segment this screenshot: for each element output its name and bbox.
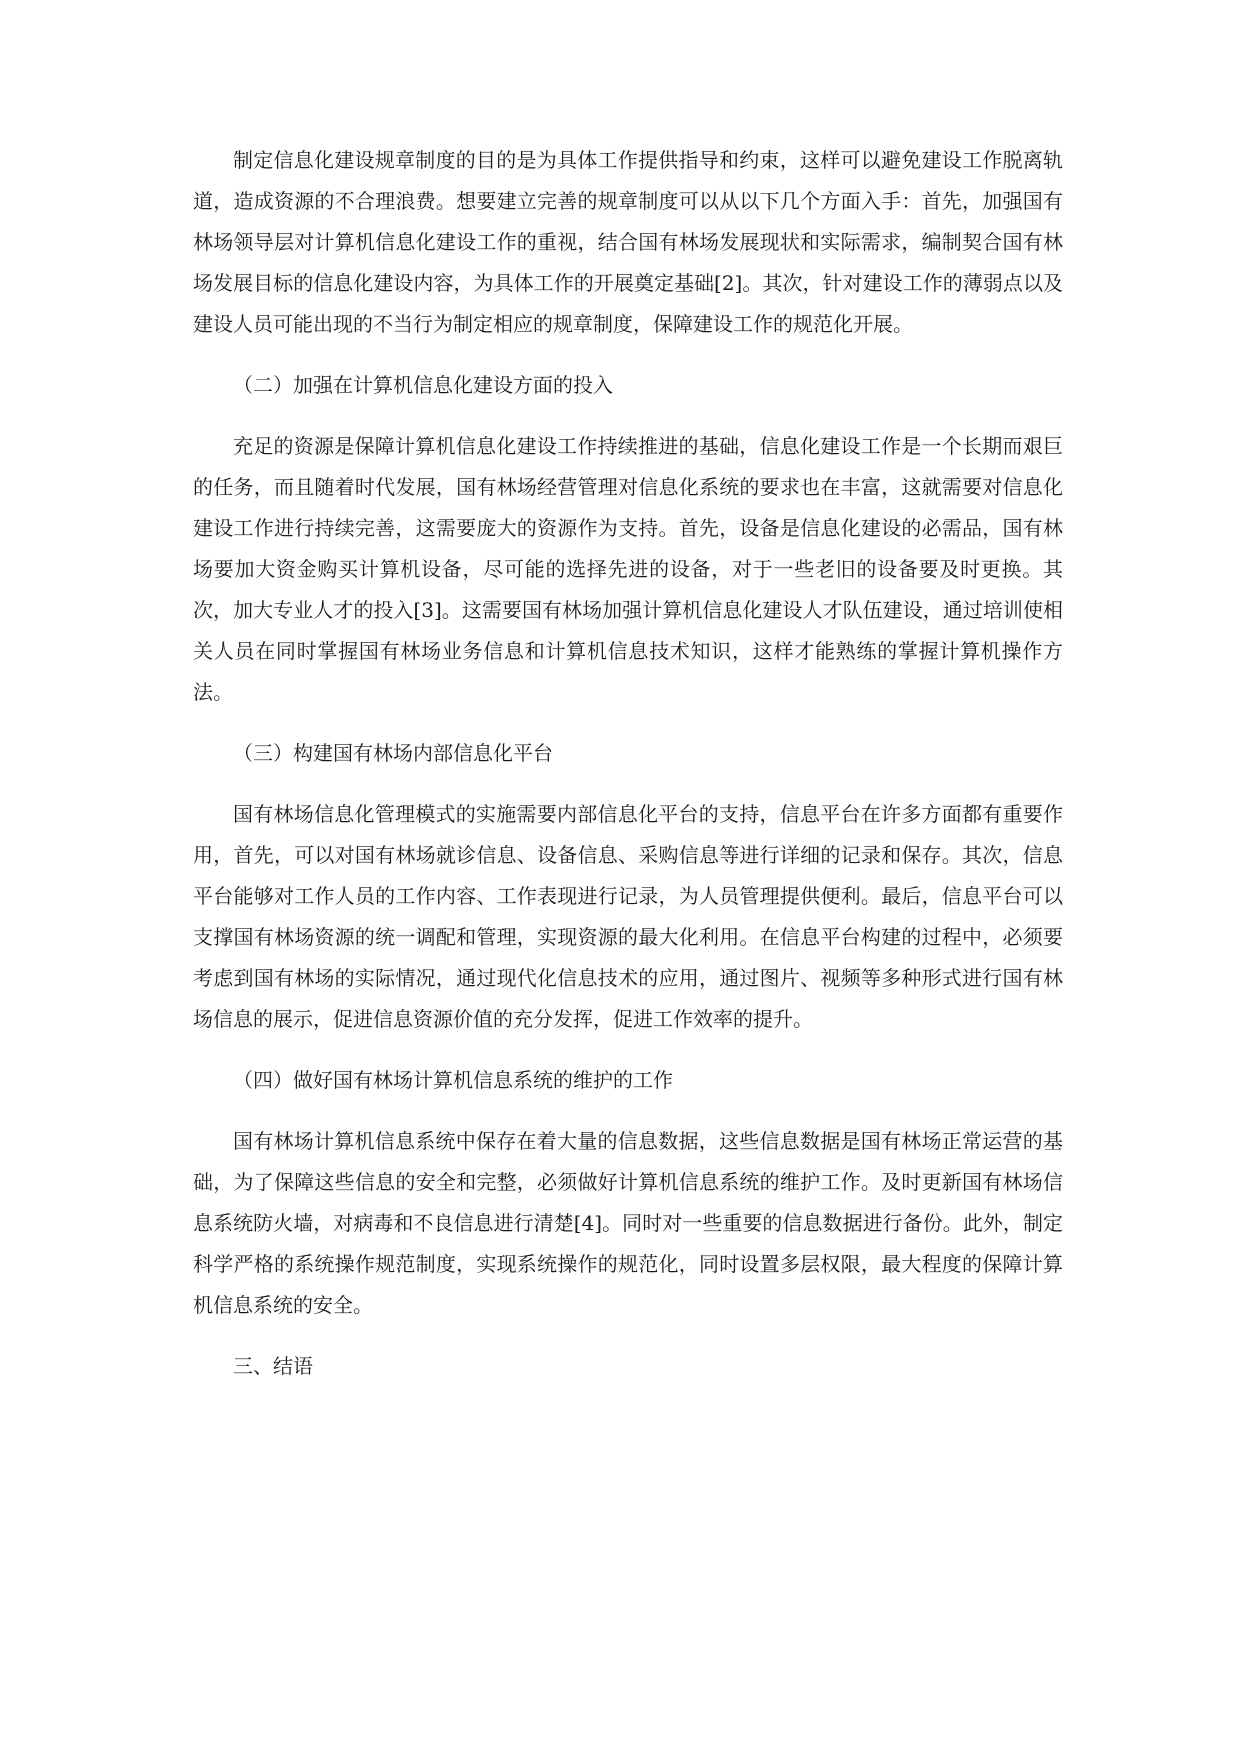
document-body [193,140,1063,1407]
paragraph-regulations: 制定信息化建设规章制度的目的是为具体工作提供指导和约束，这样可以避免建设工作脱离轨道，造成资源的不合理浪费。想要建立完善的规章制度可以从以下几个方面入手：首先，加强国有林场领导层对计算机信息化建设工作的重视，结合国有林场发展现状和实际需求，编制契合国有林场发展目标的信息化建设内容，为具体工作的开展奠定基础[2]。其次，针对建设工作的薄弱点以及建设人员可能出现的不当行为制定相应的规章制度，保障建设工作的规范化开展。 [193,148,1063,336]
section-heading-platform: （三）构建国有林场内部信息化平台 [233,741,553,765]
paragraph-maintenance: 国有林场计算机信息系统中保存在着大量的信息数据，这些信息数据是国有林场正常运营的基础，为了保障这些信息的安全和完整，必须做好计算机信息系统的维护工作。及时更新国有林场信息系统防火墙，对病毒和不良信息进行清楚[4]。同时对一些重要的信息数据进行备份。此外，制定科学严格的系统操作规范制度，实现系统操作的规范化，同时设置多层权限，最大程度的保障计算机信息系统的安全。 [193,1129,1063,1317]
section-heading-conclusion: 三、结语 [233,1354,313,1378]
paragraph-investment: 充足的资源是保障计算机信息化建设工作持续推进的基础，信息化建设工作是一个长期而艰巨的任务，而且随着时代发展，国有林场经营管理对信息化系统的要求也在丰富，这就需要对信息化建设工作进行持续完善，这需要庞大的资源作为支持。首先，设备是信息化建设的必需品，国有林场要加大资金购买计算机设备，尽可能的选择先进的设备，对于一些老旧的设备要及时更换。其次，加大专业人才的投入[3]。这需要国有林场加强计算机信息化建设人才队伍建设，通过培训使相关人员在同时掌握国有林场业务信息和计算机信息技术知识，这样才能熟练的掌握计算机操作方法。 [193,434,1063,704]
section-heading-maintenance: （四）做好国有林场计算机信息系统的维护的工作 [233,1068,673,1092]
section-heading-investment: （二）加强在计算机信息化建设方面的投入 [233,373,613,397]
paragraph-platform: 国有林场信息化管理模式的实施需要内部信息化平台的支持，信息平台在许多方面都有重要作用，首先，可以对国有林场就诊信息、设备信息、采购信息等进行详细的记录和保存。其次，信息平台能够对工作人员的工作内容、工作表现进行记录，为人员管理提供便利。最后，信息平台可以支撑国有林场资源的统一调配和管理，实现资源的最大化利用。在信息平台构建的过程中，必须要考虑到国有林场的实际情况，通过现代化信息技术的应用，通过图片、视频等多种形式进行国有林场信息的展示，促进信息资源价值的充分发挥，促进工作效率的提升。 [193,802,1063,1031]
